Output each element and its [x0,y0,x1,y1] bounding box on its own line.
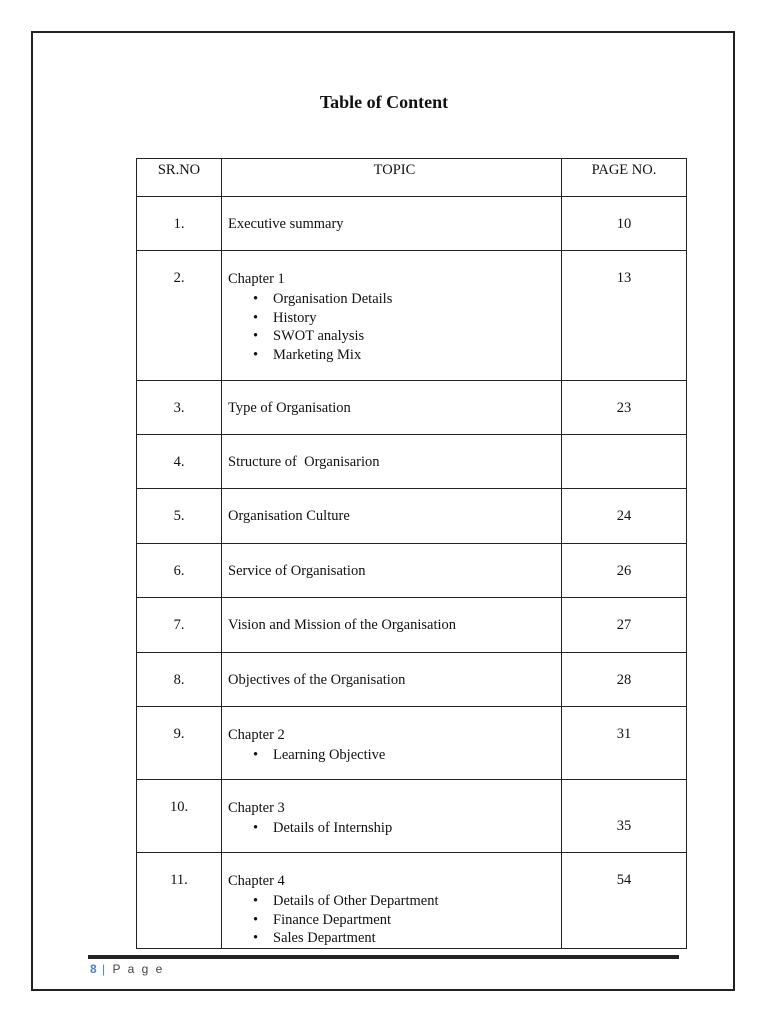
sr-cell: 1. [137,197,222,251]
chapter-label: Chapter 3 [228,800,285,816]
topic-cell: Objectives of the Organisation [222,653,562,707]
table-row [137,197,687,251]
topic-cell: Vision and Mission of the Organisation [222,598,562,653]
topic-cell [222,251,562,381]
chapter-label: Chapter 2 [228,727,285,743]
footer-separator: | [102,962,108,976]
sr-cell: 3. [137,381,222,435]
toc-table [136,158,687,949]
table-row [137,853,687,949]
page-cell: 27 [562,598,687,653]
page-footer [90,962,164,976]
chapter-label: Chapter 4 [228,873,285,889]
topic-cell [222,853,562,949]
sr-cell: 9. [137,707,222,780]
page-cell: 35 [562,780,687,853]
page-number: 8 [90,962,97,976]
table-row [137,707,687,780]
chapter-label: Chapter 1 [228,271,285,287]
bullet-list [228,746,561,765]
header-sr-no: SR.NO [137,159,222,197]
topic-cell: Service of Organisation [222,544,562,598]
sr-cell: 11. [137,853,222,949]
sr-cell: 6. [137,544,222,598]
list-item: • Details of Other Department [273,892,561,911]
sr-cell: 4. [137,435,222,489]
topic-cell: Organisation Culture [222,489,562,544]
page-cell: 23 [562,381,687,435]
list-item: • SWOT analysis [273,327,561,346]
table-row [137,251,687,381]
sr-cell: 10. [137,780,222,853]
page-cell: 26 [562,544,687,598]
table-row [137,381,687,435]
bullet-list [228,819,561,838]
table-row [137,598,687,653]
bullet-list [228,290,561,364]
header-topic: TOPIC [222,159,562,197]
sr-cell: 7. [137,598,222,653]
page-cell: 54 [562,853,687,949]
list-item: • History [273,309,561,328]
list-item: • Finance Department [273,911,561,930]
page-cell: 24 [562,489,687,544]
table-row [137,489,687,544]
sr-cell: 5. [137,489,222,544]
topic-cell: Type of Organisation [222,381,562,435]
page-cell [562,435,687,489]
topic-cell [222,707,562,780]
list-item: • Details of Internship [273,819,561,838]
table-row [137,435,687,489]
sr-cell: 8. [137,653,222,707]
topic-cell: Structure of Organisarion [222,435,562,489]
header-page-no: PAGE NO. [562,159,687,197]
topic-cell: Executive summary [222,197,562,251]
footer-rule [88,955,679,959]
table-row [137,780,687,853]
page-title: Table of Content [319,92,449,112]
topic-cell [222,780,562,853]
list-item: • Organisation Details [273,290,561,309]
page-label: P a g e [112,962,165,976]
sr-cell: 2. [137,251,222,381]
list-item: • Sales Department [273,929,561,948]
list-item: • Learning Objective [273,746,561,765]
bullet-list [228,892,561,948]
table-row [137,544,687,598]
page-cell: 10 [562,197,687,251]
table-row [137,653,687,707]
page-cell: 13 [562,251,687,381]
page-cell: 31 [562,707,687,780]
table-header-row [137,159,687,197]
list-item: • Marketing Mix [273,346,561,365]
page-cell: 28 [562,653,687,707]
